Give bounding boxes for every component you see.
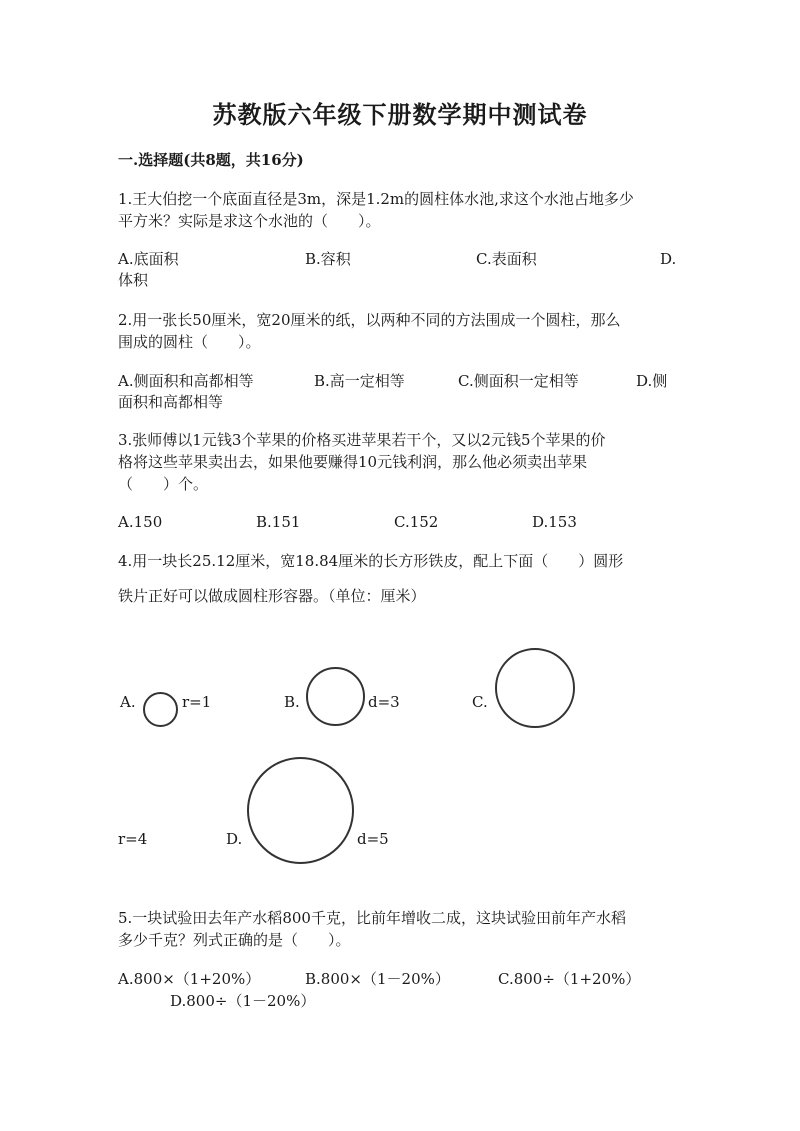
question-5-line-2: 多少千克？列式正确的是（ ）。 [118, 931, 351, 949]
question-4-option-c[interactable]: C. [472, 693, 488, 711]
question-2-option-d-text: 面积和高都相等 [118, 393, 224, 411]
question-4-option-b[interactable]: B. [284, 693, 300, 711]
circle-d-label: d=5 [357, 830, 389, 848]
question-2-line-2: 围成的圆柱（ ）。 [118, 333, 261, 351]
question-1-line-2: 平方米？实际是求这个水池的（ ）。 [118, 212, 381, 230]
question-4-option-a[interactable]: A. [120, 693, 136, 711]
circle-a-image [143, 692, 178, 727]
circle-c-label: r=4 [118, 830, 148, 848]
question-1-option-d[interactable]: D. [660, 250, 677, 268]
question-5-option-c[interactable]: C.800÷（1+20%） [498, 970, 641, 988]
question-5-option-b[interactable]: B.800×（1－20%） [305, 970, 450, 988]
question-2-option-c[interactable]: C.侧面积一定相等 [458, 372, 579, 390]
question-3-line-1: 3.张师傅以1元钱3个苹果的价格买进苹果若干个，又以2元钱5个苹果的价 [118, 431, 606, 449]
question-3-option-d[interactable]: D.153 [532, 513, 577, 531]
question-1-line-1: 1.王大伯挖一个底面直径是3m，深是1.2m的圆柱体水池,求这个水池占地多少 [118, 190, 634, 208]
question-2-option-a[interactable]: A.侧面积和高都相等 [118, 372, 254, 390]
question-4-option-d[interactable]: D. [226, 830, 243, 848]
question-1-option-b[interactable]: B.容积 [305, 250, 351, 268]
circle-b-image [306, 667, 365, 726]
question-3-line-3: （ ）个。 [118, 475, 209, 493]
page-title: 苏教版六年级下册数学期中测试卷 [212, 100, 588, 129]
question-5-line-1: 5.一块试验田去年产水稻800千克，比前年增收二成，这块试验田前年产水稻 [118, 909, 626, 927]
question-3-option-b[interactable]: B.151 [256, 513, 301, 531]
question-2-option-b[interactable]: B.高一定相等 [314, 372, 405, 390]
question-3-option-c[interactable]: C.152 [394, 513, 439, 531]
section-heading: 一.选择题(共8题，共16分) [118, 151, 304, 169]
question-5-option-a[interactable]: A.800×（1+20%） [118, 970, 261, 988]
question-1-option-d-text: 体积 [118, 271, 149, 289]
question-1-option-a[interactable]: A.底面积 [118, 250, 179, 268]
question-4-line-2: 铁片正好可以做成圆柱形容器。（单位：厘米） [118, 587, 426, 605]
question-3-line-2: 格将这些苹果卖出去，如果他要赚得10元钱利润，那么他必须卖出苹果 [118, 453, 588, 471]
question-4-line-1: 4.用一块长25.12厘米，宽18.84厘米的长方形铁皮，配上下面（ ）圆形 [118, 552, 624, 570]
question-3-option-a[interactable]: A.150 [118, 513, 163, 531]
question-2-line-1: 2.用一张长50厘米，宽20厘米的纸，以两种不同的方法围成一个圆柱，那么 [118, 311, 621, 329]
question-1-option-c[interactable]: C.表面积 [476, 250, 537, 268]
question-5-option-d[interactable]: D.800÷（1－20%） [170, 992, 316, 1010]
circle-b-label: d=3 [368, 693, 400, 711]
circle-d-image [247, 757, 354, 864]
circle-a-label: r=1 [182, 693, 212, 711]
question-2-option-d[interactable]: D.侧 [636, 372, 668, 390]
circle-c-image [495, 648, 575, 728]
